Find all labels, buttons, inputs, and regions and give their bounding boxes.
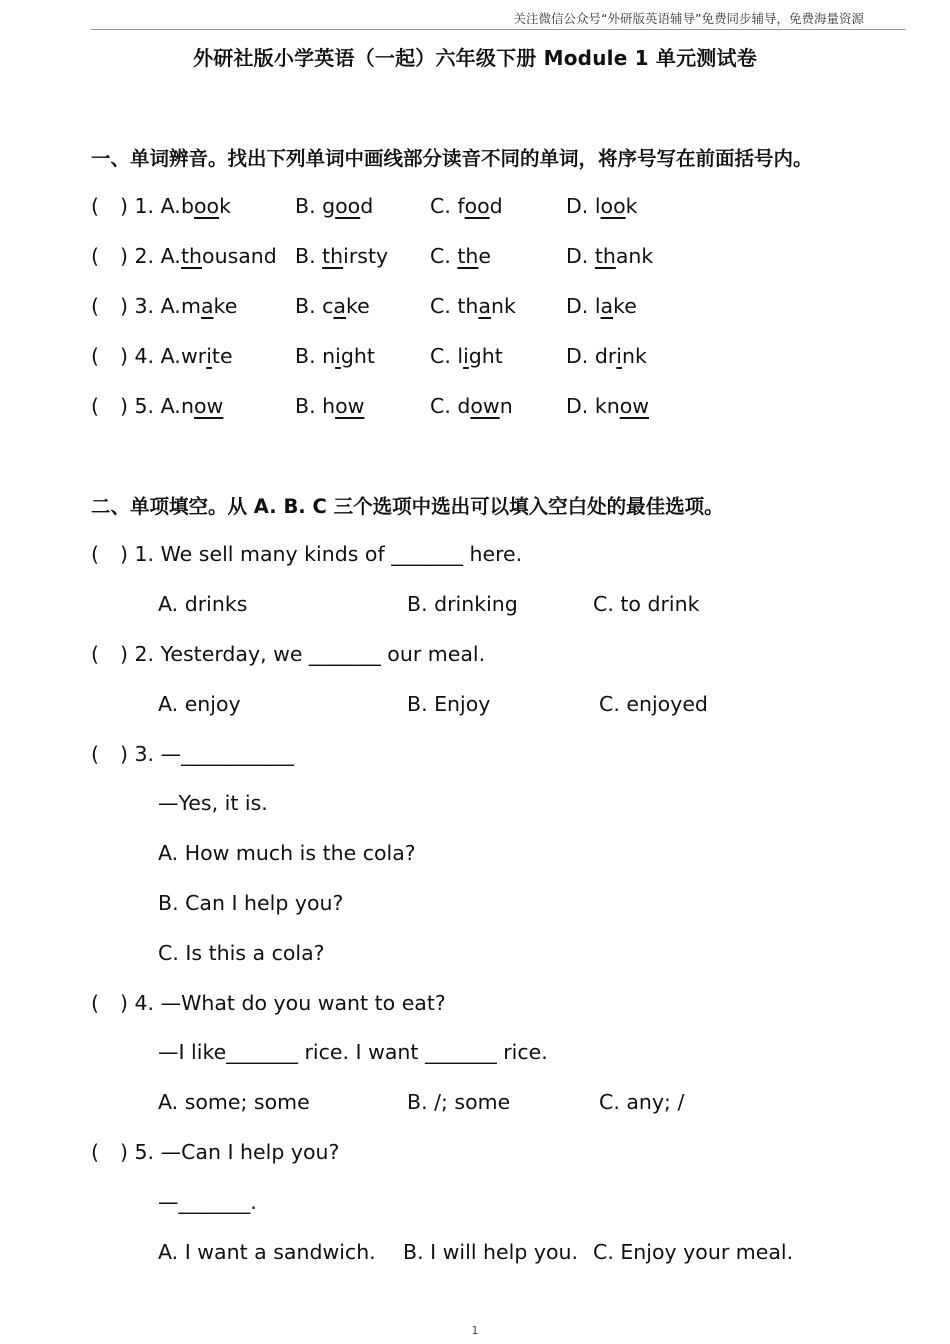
word-part: wr (181, 344, 207, 368)
word-part: ousand (202, 244, 277, 268)
word-part: dr (594, 344, 617, 368)
word-part: m (181, 294, 201, 318)
answer-paren[interactable]: ( (91, 642, 99, 666)
word-part: c (322, 294, 334, 318)
word-option-d (566, 342, 647, 370)
underlined-letters: a (200, 294, 214, 318)
option-c: C. any; / (599, 1090, 685, 1114)
option-label: D. (566, 294, 595, 318)
word-part: b (181, 194, 195, 218)
option-a: A. enjoy (158, 692, 241, 716)
underlined-letters: i (463, 344, 469, 368)
underlined-letters: ow (194, 394, 224, 418)
word-option-b (295, 192, 373, 220)
underlined-letters: i (335, 344, 341, 368)
word-part: k (625, 194, 638, 218)
word-option-a (181, 342, 233, 370)
option-c: C. Enjoy your meal. (593, 1240, 794, 1264)
question-stem: ) 1. We sell many kinds of _______ here. (120, 542, 523, 566)
underlined-letters: th (322, 244, 344, 268)
option-label: C. (430, 294, 458, 318)
word-option-c (430, 342, 503, 370)
page-title: 外研社版小学英语（一起）六年级下册 Module 1 单元测试卷 (193, 46, 757, 70)
section1-heading: 一、单词辨音。找出下列单词中画线部分读音不同的单词，将序号写在前面括号内。 (91, 147, 813, 170)
word-part: d (489, 194, 503, 218)
option-a: A. I want a sandwich. (158, 1240, 376, 1264)
header-divider (91, 29, 906, 30)
word-option-a (181, 292, 237, 320)
underlined-letters: a (600, 294, 614, 318)
underlined-letters: oo (464, 194, 490, 218)
option-b: B. I will help you. (403, 1240, 579, 1264)
word-part: ke (613, 294, 637, 318)
answer-paren[interactable]: ( (91, 394, 99, 418)
word-option-a (181, 192, 231, 220)
question-stem: ) 2. Yesterday, we _______ our meal. (120, 642, 486, 666)
option-a: A. How much is the cola? (158, 841, 416, 865)
word-part: ank (615, 244, 654, 268)
option-a: A. drinks (158, 592, 248, 616)
word-option-b (295, 392, 364, 420)
underlined-letters: i (616, 344, 622, 368)
word-part: h (322, 394, 336, 418)
underlined-letters: ow (335, 394, 365, 418)
word-part: l (594, 194, 601, 218)
header-note: 关注微信公众号“外研版英语辅导”免费同步辅导，免费海量资源 (513, 11, 864, 26)
question-number: ) 5. A. (120, 394, 181, 418)
option-b: B. drinking (407, 592, 518, 616)
word-part: n (499, 394, 513, 418)
answer-paren[interactable]: ( (91, 542, 99, 566)
option-label: D. (566, 394, 595, 418)
underlined-letters: oo (194, 194, 220, 218)
answer-paren[interactable]: ( (91, 294, 99, 318)
answer-paren[interactable]: ( (91, 1140, 99, 1164)
option-b: B. /; some (407, 1090, 511, 1114)
option-label: B. (295, 244, 323, 268)
word-option-c (430, 292, 516, 320)
option-c: C. to drink (593, 592, 700, 616)
underlined-letters: ow (619, 394, 650, 418)
option-label: B. (295, 344, 323, 368)
word-part: nk (490, 294, 516, 318)
option-a: A. some; some (158, 1090, 310, 1114)
word-option-c (430, 242, 491, 270)
word-part: irsty (343, 244, 389, 268)
underlined-letters: a (333, 294, 346, 318)
word-option-c (430, 192, 503, 220)
underlined-letters: ow (470, 394, 500, 418)
answer-paren[interactable]: ( (91, 991, 99, 1015)
option-label: C. (430, 244, 458, 268)
word-part: th (457, 294, 479, 318)
word-part: ke (213, 294, 238, 318)
underlined-letters: th (457, 244, 479, 268)
question-stem: ) 5. —Can I help you? (120, 1140, 340, 1164)
reply-line: —_______. (158, 1190, 257, 1214)
word-part: g (322, 194, 336, 218)
underlined-letters: th (594, 244, 616, 268)
word-part: f (457, 194, 465, 218)
word-option-b (295, 292, 370, 320)
word-part: te (211, 344, 233, 368)
option-b: B. Can I help you? (158, 891, 344, 915)
option-label: D. (566, 194, 595, 218)
answer-paren[interactable]: ( (91, 194, 99, 218)
underlined-letters: oo (335, 194, 361, 218)
question-number: ) 1. A. (120, 194, 181, 218)
question-number: ) 3. A. (120, 294, 181, 318)
word-part: k (219, 194, 231, 218)
answer-paren[interactable]: ( (91, 742, 99, 766)
underlined-letters: i (206, 344, 212, 368)
word-option-b (295, 242, 388, 270)
question-number: ) 4. A. (120, 344, 181, 368)
word-part: e (478, 244, 492, 268)
word-option-a (181, 392, 223, 420)
word-part: l (457, 344, 464, 368)
word-part: nk (621, 344, 647, 368)
word-option-d (566, 292, 637, 320)
word-part: n (181, 394, 194, 418)
question-stem: ) 4. —What do you want to eat? (120, 991, 446, 1015)
word-option-d (566, 192, 638, 220)
reply-line: —Yes, it is. (158, 791, 268, 815)
word-option-d (566, 392, 649, 420)
section2-heading: 二、单项填空。从 A. B. C 三个选项中选出可以填入空白处的最佳选项。 (91, 495, 724, 518)
word-part: kn (594, 394, 620, 418)
word-part: ght (340, 344, 375, 368)
option-c: C. enjoyed (599, 692, 708, 716)
underlined-letters: oo (600, 194, 626, 218)
word-part: ke (345, 294, 370, 318)
option-label: D. (566, 344, 595, 368)
answer-paren[interactable]: ( (91, 244, 99, 268)
option-label: C. (430, 344, 458, 368)
word-option-b (295, 342, 375, 370)
word-option-d (566, 242, 653, 270)
question-number: ) 2. A. (120, 244, 181, 268)
word-part: n (322, 344, 336, 368)
underlined-letters: th (181, 244, 203, 268)
option-label: B. (295, 194, 323, 218)
underlined-letters: a (478, 294, 491, 318)
answer-paren[interactable]: ( (91, 344, 99, 368)
word-part: d (360, 194, 374, 218)
word-option-c (430, 392, 513, 420)
option-label: C. (430, 194, 458, 218)
word-option-a (181, 242, 277, 270)
option-c: C. Is this a cola? (158, 941, 325, 965)
option-label: B. (295, 294, 323, 318)
word-part: ght (468, 344, 503, 368)
option-label: C. (430, 394, 458, 418)
reply-line: —I like_______ rice. I want _______ rice. (158, 1040, 548, 1064)
question-stem: ) 3. —___________ (120, 742, 294, 766)
option-b: B. Enjoy (407, 692, 491, 716)
option-label: D. (566, 244, 595, 268)
option-label: B. (295, 394, 323, 418)
word-part: d (457, 394, 471, 418)
word-part: l (594, 294, 601, 318)
page-number: 1 (471, 1324, 479, 1337)
